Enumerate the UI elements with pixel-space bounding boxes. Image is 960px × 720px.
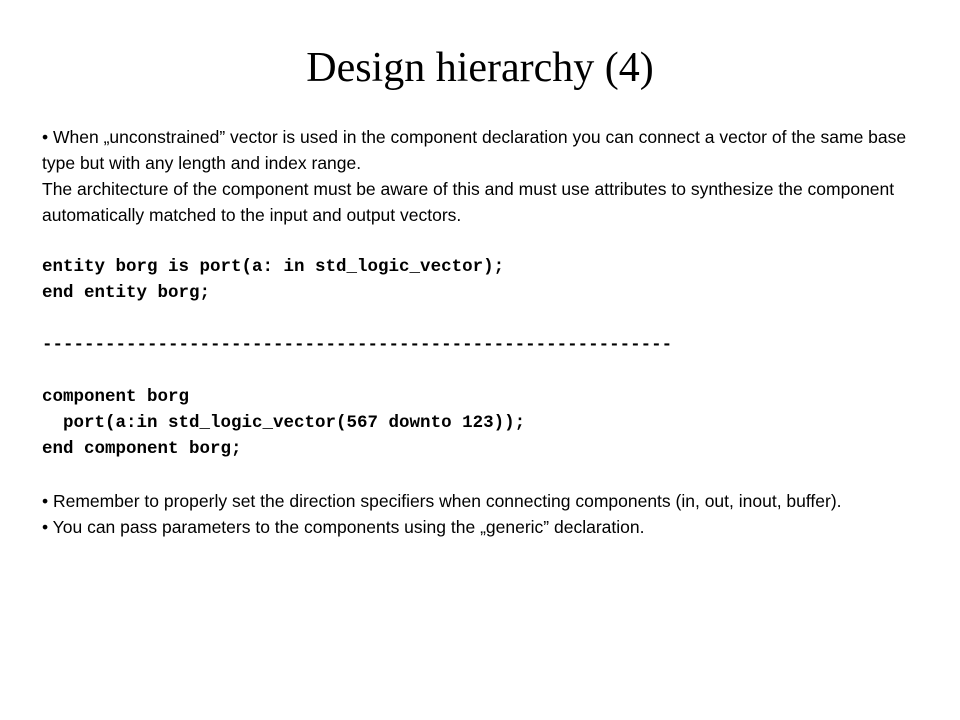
code-separator: ------------------------------------------------------------ (42, 335, 673, 355)
spacer (42, 358, 932, 384)
paragraph-architecture-attributes: The architecture of the component must be aware of this and must use attributes to synthesize the component automatically matched to the input and output vectors. (42, 179, 900, 225)
spacer (42, 228, 932, 254)
slide-title: Design hierarchy (4) (306, 45, 654, 91)
bullet-generic-declaration: • You can pass parameters to the components using the „generic” declaration. (42, 517, 645, 537)
bullet-unconstrained-vector: • When „unconstrained” vector is used in the component declaration you can connect a vector of the same base type but with any length and index range. (42, 127, 911, 173)
code-line-component: component borg (42, 387, 190, 407)
slide-body (42, 124, 932, 540)
spacer (42, 306, 932, 332)
code-line-port: port(a:in std_logic_vector(567 downto 123)); (42, 413, 526, 433)
code-line-end-entity: end entity borg; (42, 283, 211, 303)
spacer (42, 462, 932, 488)
code-line-entity: entity borg is port(a: in std_logic_vector); (42, 257, 505, 277)
bullet-direction-specifiers: • Remember to properly set the direction specifiers when connecting components (in, out, inout, buffer). (42, 491, 842, 511)
code-line-end-component: end component borg; (42, 439, 242, 459)
